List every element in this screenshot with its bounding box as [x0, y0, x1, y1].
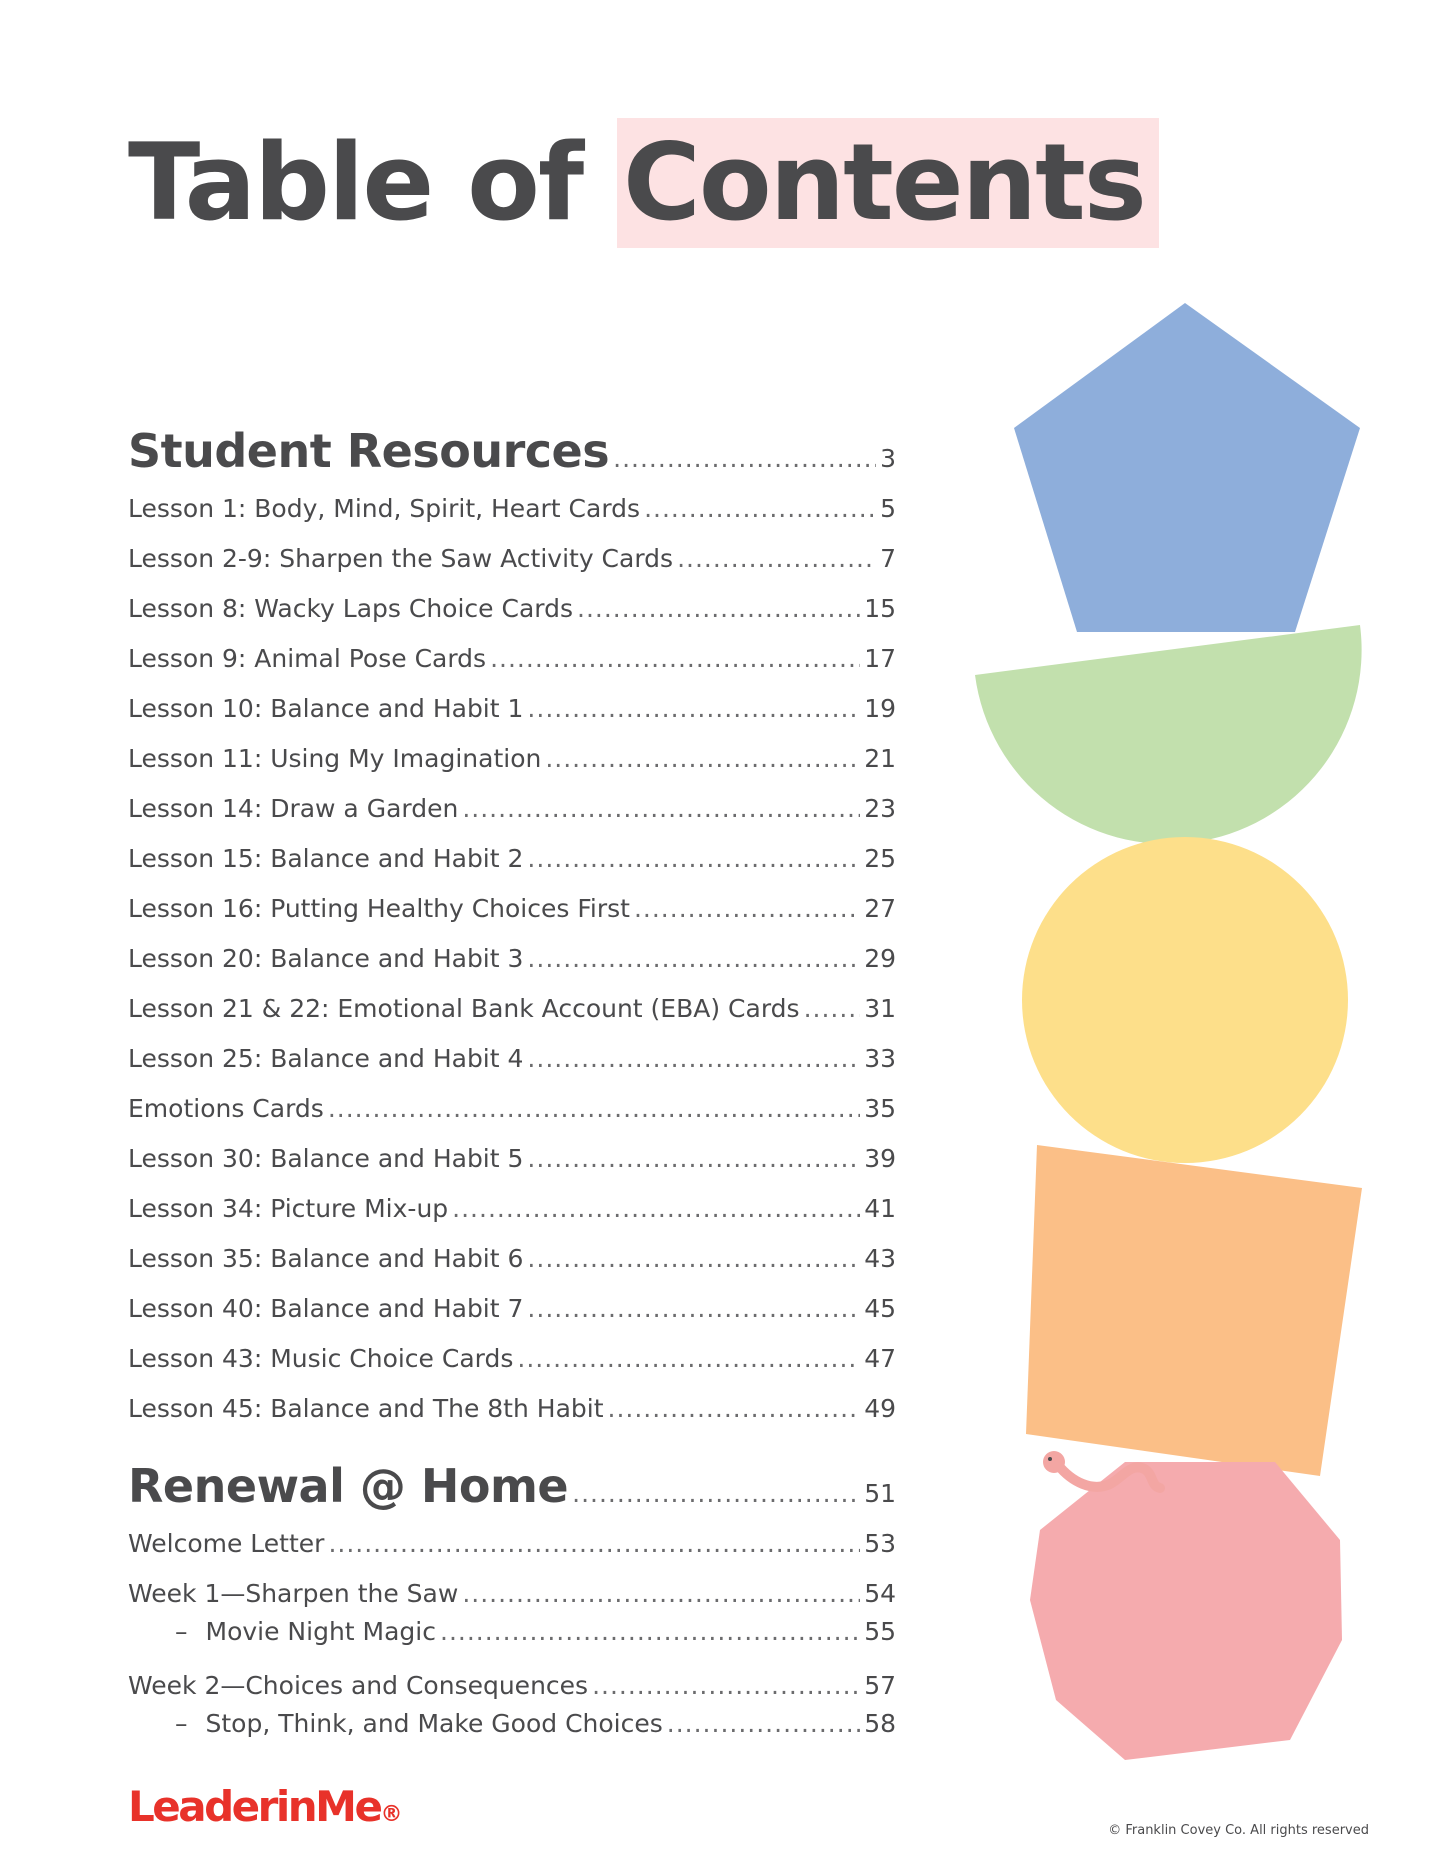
page-number: 31: [864, 994, 896, 1023]
section-title: Student Resources: [128, 424, 610, 478]
logo-text: LeaderinMe: [128, 1782, 381, 1831]
octagon-shape: [1030, 1462, 1342, 1760]
entry-label: Lesson 14: Draw a Garden: [128, 794, 459, 823]
title-text: Table of: [128, 121, 618, 244]
page-number: 7: [880, 544, 896, 573]
worm-head: [1043, 1451, 1065, 1473]
entry-label: Lesson 1: Body, Mind, Spirit, Heart Cards: [128, 494, 641, 523]
entry-label: Lesson 11: Using My Imagination: [128, 744, 542, 773]
page-number: 35: [864, 1094, 896, 1123]
page-number: 53: [864, 1529, 896, 1558]
page-number: 45: [864, 1294, 896, 1323]
bullet-dash: –: [175, 1617, 188, 1646]
bullet-dash: –: [175, 1709, 188, 1738]
page-number: 5: [880, 494, 896, 523]
worm-eye: [1048, 1457, 1052, 1461]
entry-label: Lesson 30: Balance and Habit 5: [128, 1144, 524, 1173]
page-number: 3: [880, 444, 896, 473]
entry-label: Lesson 15: Balance and Habit 2: [128, 844, 524, 873]
page-number: 23: [864, 794, 896, 823]
entry-label: Lesson 16: Putting Healthy Choices First: [128, 894, 630, 923]
page-number: 51: [864, 1479, 896, 1508]
entry-label: Lesson 34: Picture Mix-up: [128, 1194, 449, 1223]
entry-label: Lesson 20: Balance and Habit 3: [128, 944, 524, 973]
page-number: 19: [864, 694, 896, 723]
page-number: 39: [864, 1144, 896, 1173]
page-number: 55: [864, 1617, 896, 1646]
entry-label: Lesson 9: Animal Pose Cards: [128, 644, 487, 673]
page-number: 33: [864, 1044, 896, 1073]
page-number: 43: [864, 1244, 896, 1273]
entry-label: Movie Night Magic: [205, 1617, 436, 1646]
copyright-notice: © Franklin Covey Co. All rights reserved: [1108, 1823, 1369, 1838]
leader-in-me-logo: [128, 1782, 402, 1831]
page-number: 49: [864, 1394, 896, 1423]
entry-label: Lesson 21 & 22: Emotional Bank Account (EBA) Cards: [128, 994, 800, 1023]
semicircle-shape: [975, 625, 1362, 844]
page-number: 41: [864, 1194, 896, 1223]
page-number: 47: [864, 1344, 896, 1373]
square-shape: [1026, 1145, 1362, 1476]
page-number: 54: [864, 1579, 896, 1608]
page-number: 25: [864, 844, 896, 873]
title-highlight: Contents: [617, 118, 1159, 248]
entry-label: Lesson 40: Balance and Habit 7: [128, 1294, 524, 1323]
logo-mark: ®: [380, 1802, 403, 1827]
page-number: 15: [864, 594, 896, 623]
entry-label: Lesson 43: Music Choice Cards: [128, 1344, 514, 1373]
pentagon-shape: [1014, 303, 1360, 632]
entry-label: Stop, Think, and Make Good Choices: [205, 1709, 663, 1738]
section-title: Renewal @ Home: [128, 1459, 569, 1513]
page-number: 21: [864, 744, 896, 773]
entry-label: Lesson 10: Balance and Habit 1: [128, 694, 524, 723]
entry-label: Lesson 35: Balance and Habit 6: [128, 1244, 524, 1273]
entry-label: Lesson 8: Wacky Laps Choice Cards: [128, 594, 574, 623]
circle-shape: [1022, 837, 1348, 1163]
page-number: 17: [864, 644, 896, 673]
page-number: 58: [864, 1709, 896, 1738]
entry-label: Emotions Cards: [128, 1094, 324, 1123]
entry-label: Lesson 25: Balance and Habit 4: [128, 1044, 524, 1073]
entry-label: Week 2—Choices and Consequences: [128, 1671, 589, 1700]
page-number: 29: [864, 944, 896, 973]
entry-label: Week 1—Sharpen the Saw: [128, 1579, 459, 1608]
entry-label: Lesson 2-9: Sharpen the Saw Activity Cards: [128, 544, 674, 573]
entry-label: Lesson 45: Balance and The 8th Habit: [128, 1394, 604, 1423]
page-number: 57: [864, 1671, 896, 1700]
entry-label: Welcome Letter: [128, 1529, 325, 1558]
page-number: 27: [864, 894, 896, 923]
